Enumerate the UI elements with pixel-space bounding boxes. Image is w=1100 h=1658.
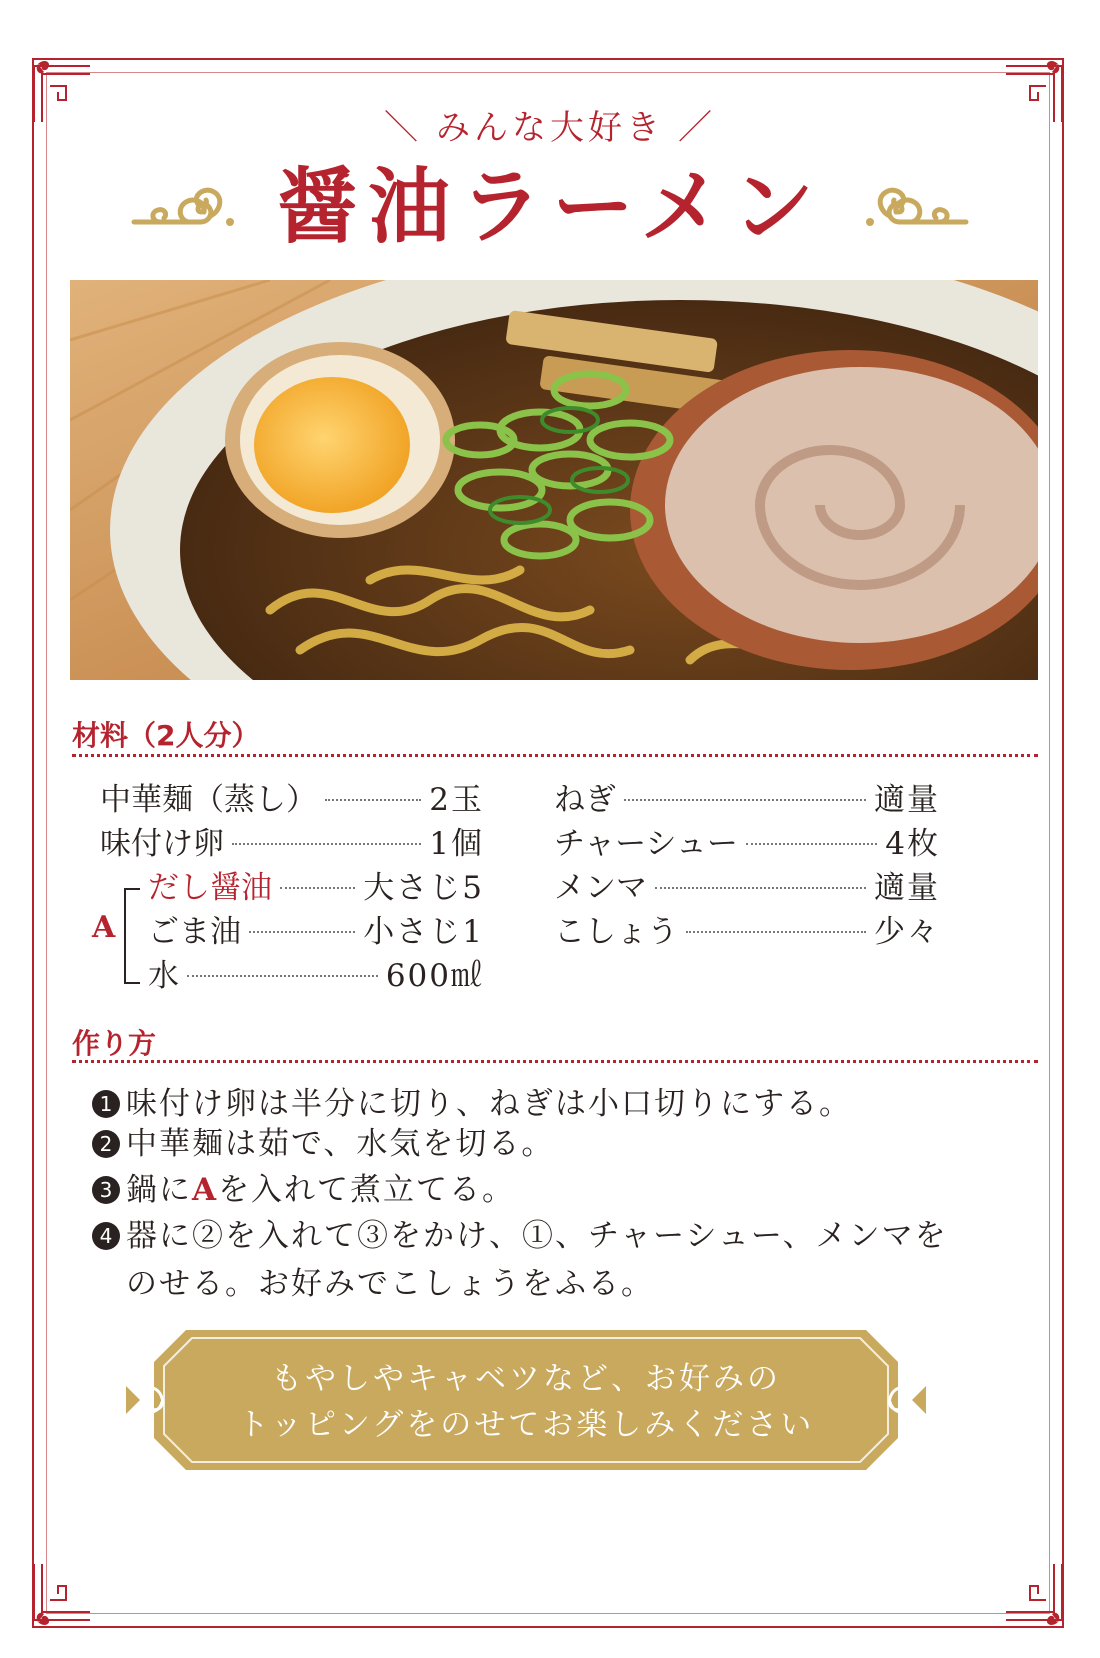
step-text: 中華麺は茹で、水気を切る。	[126, 1126, 555, 1162]
banner-line-2: トッピングをのせてお楽しみください	[237, 1407, 815, 1443]
step-text: 器に②を入れて③をかけ、①、チャーシュー、メンマをのせる。お好みでこしょうをふる。	[126, 1218, 948, 1302]
step-text-post: を入れて煮立てる。	[218, 1172, 516, 1208]
ingredient-row	[554, 822, 940, 866]
ingredients-heading: 材料（2人分）	[72, 719, 260, 752]
ingredient-row	[148, 954, 484, 998]
steps-heading: 作り方	[72, 1027, 157, 1060]
step-item	[92, 1166, 992, 1214]
leader-dots	[187, 975, 378, 977]
ingredient-qty: 600㎖	[385, 958, 484, 994]
leader-dots	[746, 843, 877, 845]
corner-ornament-icon	[30, 1560, 100, 1630]
ingredient-qty: 少々	[874, 914, 940, 950]
ingredient-row	[100, 822, 484, 866]
step-number-badge: 3	[92, 1176, 120, 1204]
ingredient-name: 水	[148, 958, 179, 994]
step-number-badge: 2	[92, 1130, 120, 1158]
ingredient-qty: 2玉	[429, 782, 484, 818]
leader-dots	[249, 931, 355, 933]
banner-text	[126, 1356, 926, 1448]
ingredient-row	[148, 910, 484, 954]
subtitle-text: みんな大好き	[436, 108, 664, 148]
page-title: 醤油ラーメン	[276, 159, 824, 255]
ingredient-qty: 小さじ1	[363, 914, 484, 950]
ingredient-qty: 1個	[429, 826, 484, 862]
ingredient-name: ねぎ	[554, 782, 616, 818]
group-bracket	[124, 888, 140, 984]
ingredient-qty: 4枚	[885, 826, 940, 862]
ingredient-name: メンマ	[554, 870, 647, 906]
group-label: A	[92, 910, 116, 945]
ingredient-qty: 大さじ5	[363, 870, 484, 906]
subtitle: ＼ みんな大好き ／	[384, 108, 716, 148]
banner-line-1: もやしやキャベツなど、お好みの	[271, 1361, 781, 1397]
ingredient-qty: 適量	[874, 782, 940, 818]
step-text-pre: 鍋に	[126, 1172, 192, 1208]
corner-ornament-icon	[996, 1560, 1066, 1630]
ingredient-row	[554, 910, 940, 954]
cloud-ornament-icon	[130, 180, 240, 234]
step-text: 味付け卵は半分に切り、ねぎは小口切りにする。	[126, 1086, 852, 1122]
step-item	[92, 1120, 992, 1168]
ingredient-name: チャーシュー	[554, 826, 738, 862]
ingredient-qty: 適量	[874, 870, 940, 906]
title-row	[0, 159, 1100, 255]
ingredient-name: 味付け卵	[100, 826, 224, 862]
leader-dots	[325, 799, 421, 801]
step-number-badge: 4	[92, 1222, 120, 1250]
step-number-badge: 1	[92, 1090, 120, 1118]
tip-banner	[126, 1326, 926, 1474]
leader-dots	[624, 799, 866, 801]
step-item	[92, 1212, 952, 1308]
ingredient-row	[100, 778, 484, 822]
divider	[72, 1060, 1038, 1063]
ingredient-name: 中華麺（蒸し）	[100, 782, 317, 818]
ingredient-row	[148, 866, 484, 910]
leader-dots	[280, 887, 355, 889]
cloud-ornament-icon	[860, 180, 970, 234]
leader-dots	[232, 843, 421, 845]
divider	[72, 754, 1038, 757]
step-text-highlight: A	[192, 1172, 219, 1208]
ingredient-row	[554, 866, 940, 910]
ingredient-name: こしょう	[554, 914, 678, 950]
ingredient-name: ごま油	[148, 914, 241, 950]
ingredient-row	[554, 778, 940, 822]
ingredient-name: だし醤油	[148, 870, 272, 906]
leader-dots	[655, 887, 866, 889]
leader-dots	[686, 931, 866, 933]
step-text	[126, 1166, 515, 1214]
ramen-photo	[70, 280, 1038, 680]
